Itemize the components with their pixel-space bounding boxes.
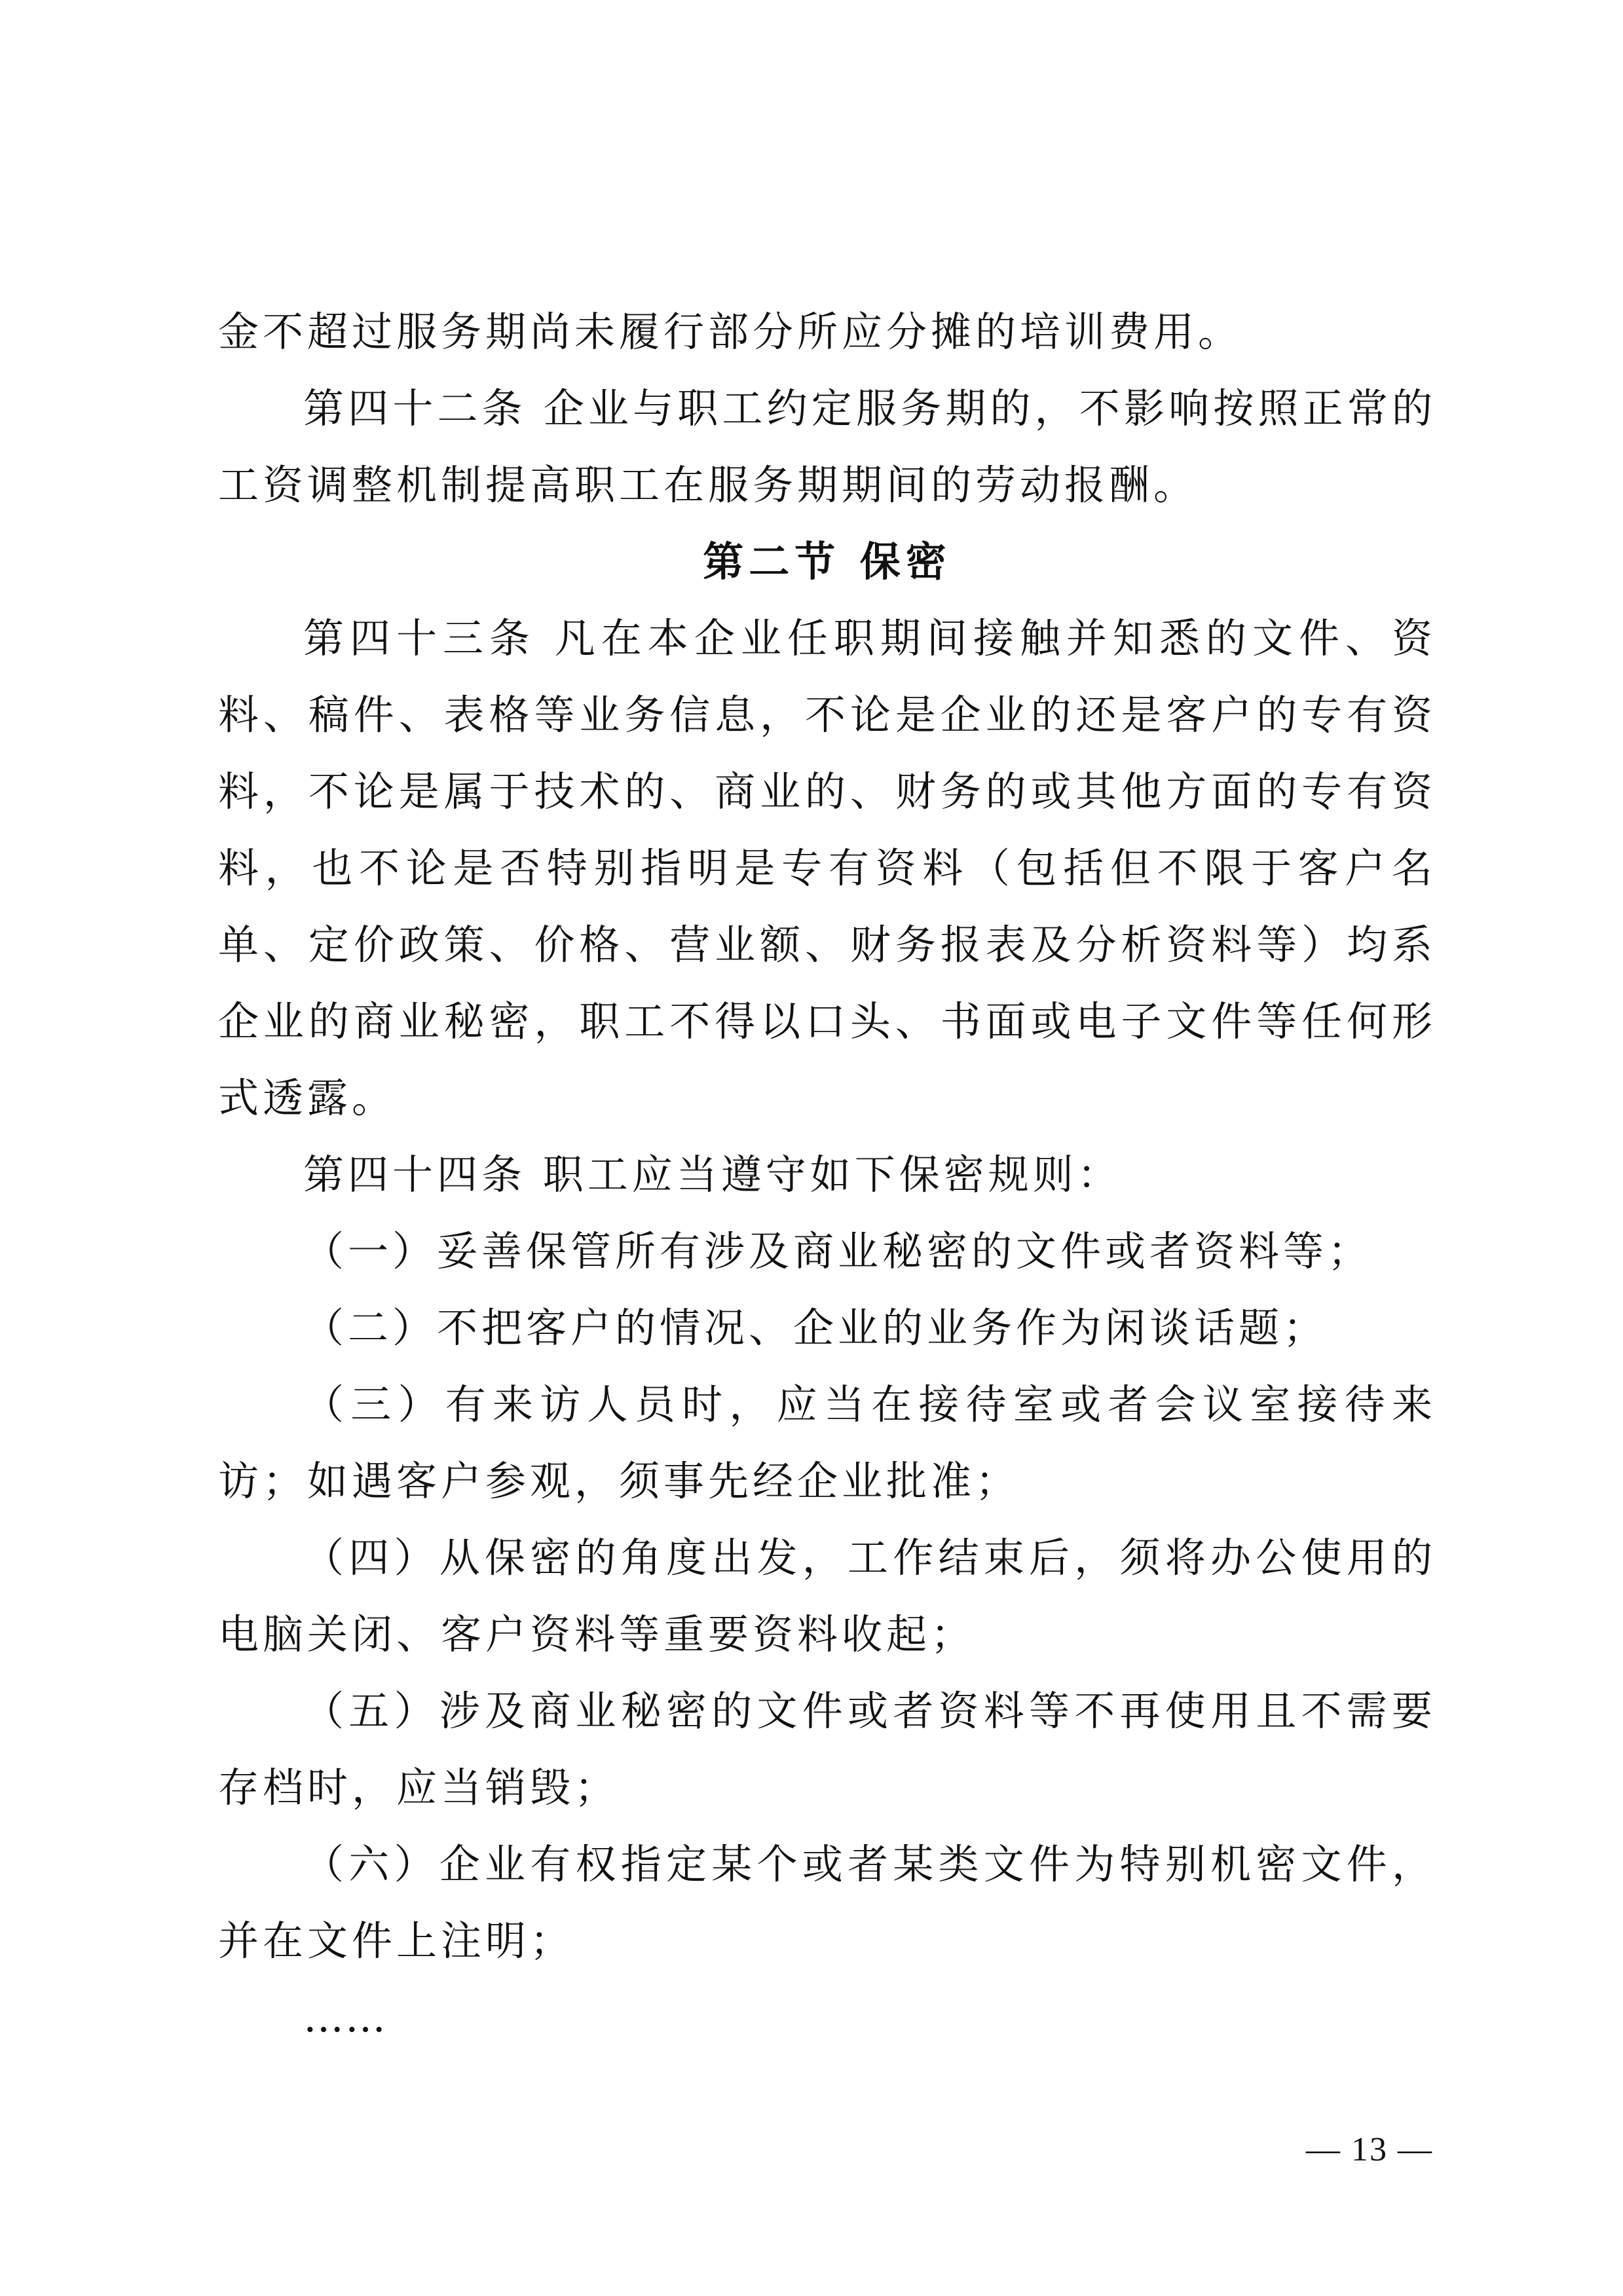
list-item-1: （一）妥善保管所有涉及商业秘密的文件或者资料等；: [303, 1227, 1373, 1275]
paragraph-continuation: 金不超过服务期尚未履行部分所应分摊的培训费用。: [218, 308, 1243, 356]
page-number: — 13 —: [1306, 2131, 1433, 2168]
paragraph-article-43: 第四十三条 凡在本企业任职期间接触并知悉的文件、资料、稿件、表格等业务信息，不论是企业的还是客户的专有资料，不论是属于技术的、商业的、财务的或其他方面的专有资料，也不论是否特别指明是专有资料（包括但不限于客户名单、定价政策、价格、营业额、财务报表及分析资料等）均系企业的商业秘密，职工不得以口头、书面或电子文件等任何形式透露。: [218, 614, 1436, 1122]
list-item-4: （四）从保密的角度出发，工作结束后，须将办公使用的电脑关闭、客户资料等重要资料收起；: [218, 1534, 1436, 1658]
list-item-2: （二）不把客户的情况、企业的业务作为闲谈话题；: [303, 1304, 1328, 1352]
list-item-3: （三）有来访人员时，应当在接待室或者会议室接待来访；如遇客户参观，须事先经企业批准；: [218, 1380, 1436, 1505]
ellipsis: ……: [303, 1993, 387, 2041]
section-heading: 第二节 保密: [703, 538, 952, 585]
paragraph-article-44: 第四十四条 职工应当遵守如下保密规则：: [303, 1151, 1122, 1198]
document-body: [218, 293, 1436, 2056]
list-item-6: （六）企业有权指定某个或者某类文件为特别机密文件，并在文件上注明；: [218, 1840, 1436, 1965]
paragraph-article-42: 第四十二条 企业与职工约定服务期的，不影响按照正常的工资调整机制提高职工在服务期期间的劳动报酬。: [218, 384, 1436, 509]
list-item-5: （五）涉及商业秘密的文件或者资料等不再使用且不需要存档时，应当销毁；: [218, 1687, 1436, 1811]
